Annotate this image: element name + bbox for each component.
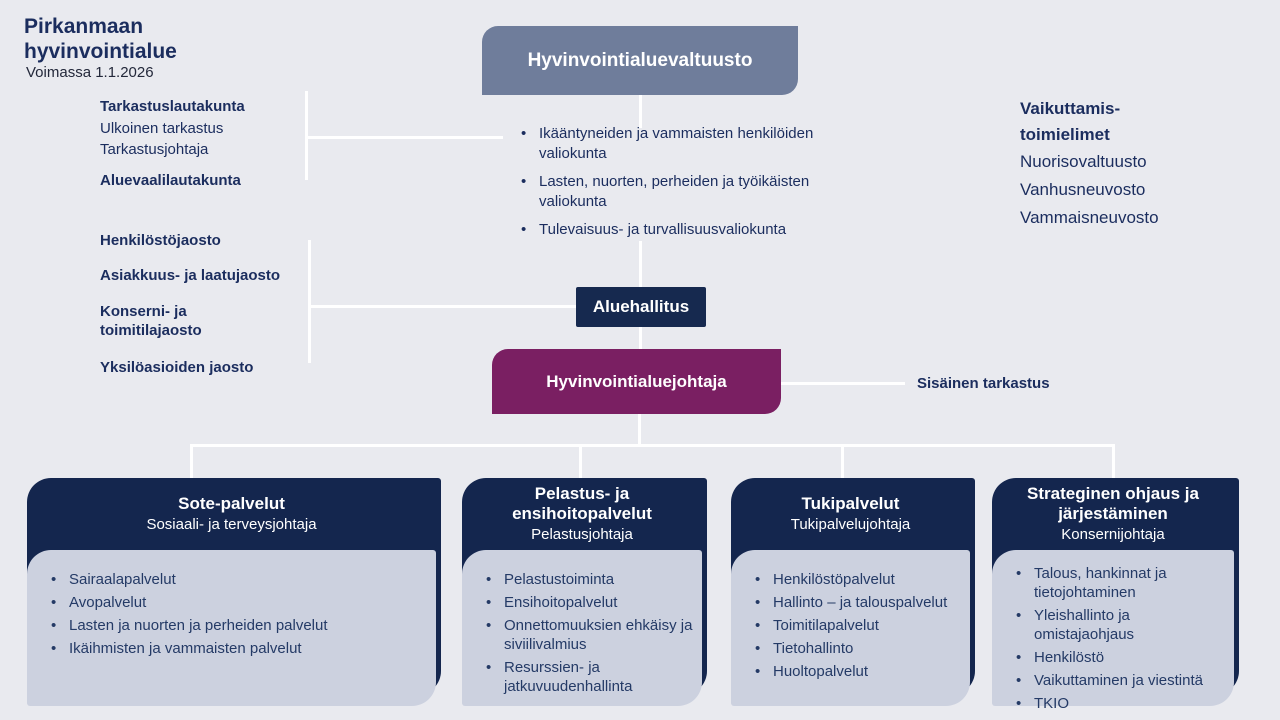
card-title: Tukipalvelut bbox=[801, 494, 900, 513]
influence-title-line1: Vaikuttamis- bbox=[1020, 99, 1121, 118]
list-item: • Henkilöstöpalvelut bbox=[749, 570, 962, 589]
connector-drop-card-1 bbox=[190, 444, 193, 478]
connector-sections-rail bbox=[308, 240, 311, 363]
card-title: Sote-palvelut bbox=[178, 494, 285, 513]
disability-council-label: Vammaisneuvosto bbox=[1020, 208, 1159, 227]
brand-logo bbox=[24, 14, 177, 64]
card-header bbox=[462, 478, 702, 550]
internal-audit-label: Sisäinen tarkastus bbox=[917, 375, 1050, 392]
list-item: • Avopalvelut bbox=[45, 593, 428, 612]
list-item: • Lasten, nuorten, perheiden ja työikäisten valiokunta bbox=[517, 172, 865, 212]
card-subtitle: Konsernijohtaja bbox=[1061, 526, 1165, 543]
audit-committee-label: Tarkastuslautakunta bbox=[100, 98, 245, 115]
connector-drop-card-2 bbox=[579, 444, 582, 478]
committee-list bbox=[517, 124, 865, 248]
connector-drop-card-4 bbox=[1112, 444, 1115, 478]
card-header bbox=[731, 478, 970, 550]
card-title: Strateginen ohjaus ja järjestäminen bbox=[1027, 484, 1199, 523]
card-tukipalvelut bbox=[731, 478, 975, 706]
connector-director-stem bbox=[638, 413, 641, 446]
list-item: • Ikääntyneiden ja vammaisten henkilöiden valiokunta bbox=[517, 124, 865, 164]
card-body bbox=[462, 550, 702, 706]
card-header bbox=[992, 478, 1234, 550]
section-personnel-label: Henkilöstöjaosto bbox=[100, 232, 221, 249]
influence-bodies-group bbox=[1020, 96, 1159, 232]
influence-title-line2: toimielimet bbox=[1020, 125, 1110, 144]
election-board-label: Aluevaalilautakunta bbox=[100, 172, 241, 189]
card-subtitle: Pelastusjohtaja bbox=[531, 526, 633, 543]
section-individual-matters-label: Yksilöasioiden jaosto bbox=[100, 359, 254, 376]
connector-internal-audit bbox=[780, 382, 905, 385]
service-list bbox=[1010, 564, 1226, 713]
list-item: • Henkilöstö bbox=[1010, 648, 1226, 667]
card-body bbox=[27, 550, 436, 706]
card-strateginen-ohjaus bbox=[992, 478, 1239, 712]
service-list bbox=[45, 570, 428, 658]
valid-from-label: Voimassa 1.1.2026 bbox=[26, 64, 154, 81]
council-box: Hyvinvointialuevaltuusto bbox=[482, 26, 798, 95]
card-subtitle: Tukipalvelujohtaja bbox=[790, 516, 911, 533]
list-item: • Sairaalapalvelut bbox=[45, 570, 428, 589]
list-item: • Yleishallinto ja omistajaohjaus bbox=[1010, 606, 1226, 644]
list-item: • Toimitilapalvelut bbox=[749, 616, 962, 635]
connector-sections-branch bbox=[308, 305, 576, 308]
list-item: • Pelastustoiminta bbox=[480, 570, 694, 589]
director-box: Hyvinvointialuejohtaja bbox=[492, 349, 781, 414]
card-header bbox=[27, 478, 436, 550]
list-item: • Tulevaisuus- ja turvallisuusvaliokunta bbox=[517, 220, 865, 240]
regional-board-box: Aluehallitus bbox=[576, 287, 706, 327]
card-body bbox=[731, 550, 970, 706]
list-item: • Ikäihmisten ja vammaisten palvelut bbox=[45, 639, 428, 658]
youth-council-label: Nuorisovaltuusto bbox=[1020, 152, 1147, 171]
list-item: • Resurssien- ja jatkuvuudenhallinta bbox=[480, 658, 694, 696]
card-pelastus-ensihoito bbox=[462, 478, 707, 706]
audit-director-label: Tarkastusjohtaja bbox=[100, 141, 209, 158]
card-subtitle: Sosiaali- ja terveysjohtaja bbox=[146, 516, 317, 533]
elderly-council-label: Vanhusneuvosto bbox=[1020, 180, 1146, 199]
card-body bbox=[992, 550, 1234, 712]
list-item: • TKIO bbox=[1010, 694, 1226, 713]
brand-line2: hyvinvointialue bbox=[24, 40, 177, 63]
list-item: • Lasten ja nuorten ja perheiden palvelut bbox=[45, 616, 428, 635]
card-sote-palvelut bbox=[27, 478, 441, 706]
list-item: • Tietohallinto bbox=[749, 639, 962, 658]
connector-board-director bbox=[639, 327, 642, 350]
list-item: • Vaikuttaminen ja viestintä bbox=[1010, 671, 1226, 690]
service-list bbox=[749, 570, 962, 681]
brand-line1: Pirkanmaan bbox=[24, 15, 144, 38]
section-group-facilities-label: Konserni- ja toimitilajaosto bbox=[100, 303, 202, 339]
list-item: • Ensihoitopalvelut bbox=[480, 593, 694, 612]
list-item: • Onnettomuuksien ehkäisy ja siviilivalmius bbox=[480, 616, 694, 654]
connector-audit-branch bbox=[305, 136, 503, 139]
card-title: Pelastus- ja ensihoitopalvelut bbox=[512, 484, 652, 523]
section-customer-quality-label: Asiakkuus- ja laatujaosto bbox=[100, 267, 281, 284]
connector-distribution-bar bbox=[190, 444, 1115, 447]
list-item: • Talous, hankinnat ja tietojohtaminen bbox=[1010, 564, 1226, 602]
list-item: • Hallinto – ja talouspalvelut bbox=[749, 593, 962, 612]
connector-drop-card-3 bbox=[841, 444, 844, 478]
external-audit-label: Ulkoinen tarkastus bbox=[100, 120, 224, 137]
list-item: • Huoltopalvelut bbox=[749, 662, 962, 681]
service-list bbox=[480, 570, 694, 696]
